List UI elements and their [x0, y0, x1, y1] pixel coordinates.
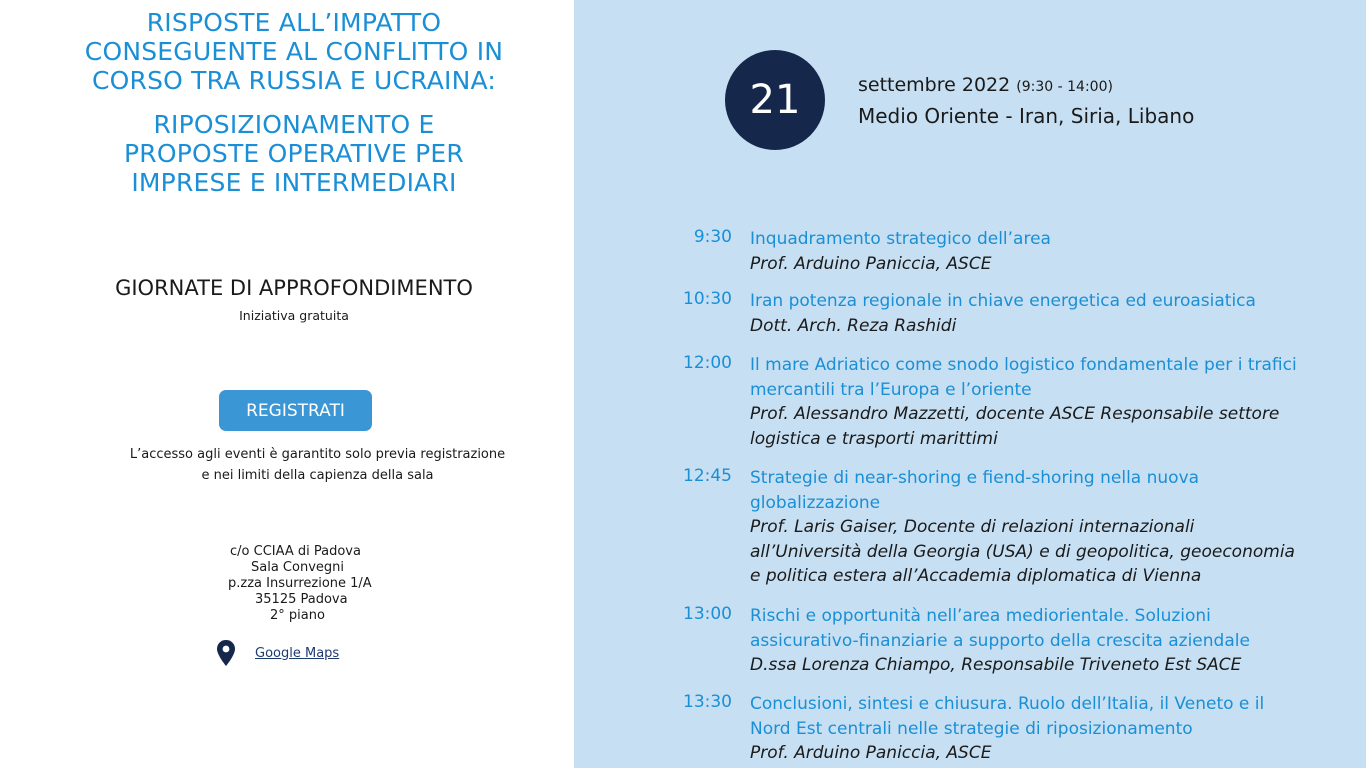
- subtitle-line: PROPOSTE OPERATIVE PER: [124, 139, 464, 168]
- google-maps-link[interactable]: Google Maps: [255, 646, 340, 661]
- agenda-time: 13:30: [683, 692, 732, 712]
- venue-address: [200, 544, 400, 624]
- note-line: L’accesso agli eventi è garantito solo previa registrazione: [129, 447, 506, 462]
- agenda-body: [750, 353, 1310, 451]
- page-subtitle: [40, 110, 548, 197]
- address-line: p.zza Insurrezione 1/A: [228, 576, 372, 591]
- page-title: [40, 8, 548, 95]
- map-pin-icon: [216, 640, 236, 666]
- agenda-body: [750, 692, 1310, 766]
- event-day-badge: 21: [725, 50, 825, 150]
- agenda-body: [750, 289, 1310, 338]
- address-line: 35125 Padova: [255, 592, 348, 607]
- agenda-body: [750, 227, 1310, 276]
- agenda-time: 9:30: [693, 227, 732, 247]
- month-year: settembre 2022: [858, 74, 1011, 96]
- title-line: RISPOSTE ALL’IMPATTO: [146, 8, 442, 37]
- agenda-speaker: D.ssa Lorenza Chiampo, Responsabile Triveneto Est SACE: [750, 655, 1242, 675]
- left-panel: [0, 0, 574, 768]
- section-heading: GIORNATE DI APPROFONDIMENTO: [115, 276, 473, 300]
- title-line: CONSEGUENTE AL CONFLITTO IN: [84, 37, 504, 66]
- agenda-title: Il mare Adriatico come snodo logistico fondamentale per i trafici mercantili tra l’Europa e l’oriente: [750, 355, 1297, 400]
- agenda-time: 12:45: [683, 466, 732, 486]
- subtitle-line: IMPRESE E INTERMEDIARI: [131, 168, 457, 197]
- time-range: (9:30 - 14:00): [1016, 79, 1113, 95]
- free-initiative-label: Iniziativa gratuita: [239, 308, 349, 323]
- agenda-speaker: Prof. Alessandro Mazzetti, docente ASCE Responsabile settore logistica e trasporti marittimi: [750, 404, 1280, 449]
- agenda-speaker: Prof. Arduino Paniccia, ASCE: [750, 743, 992, 763]
- access-note: [40, 444, 595, 486]
- agenda-title: Conclusioni, sintesi e chiusura. Ruolo dell’Italia, il Veneto e il Nord Est centrali nelle strategie di riposizionamento: [750, 694, 1265, 739]
- agenda-speaker: Prof. Arduino Paniccia, ASCE: [750, 253, 992, 274]
- note-line: e nei limiti della capienza della sala: [201, 468, 434, 483]
- agenda-speaker: Prof. Laris Gaiser, Docente di relazioni internazionali all’Università della Georgia (USA) e di geopolitica, geoeconomia e politica estera all’Accademia diplomatica di Vienna: [750, 517, 1295, 586]
- agenda-speaker: Dott. Arch. Reza Rashidi: [750, 315, 957, 336]
- agenda-body: [750, 604, 1310, 678]
- register-button[interactable]: REGISTRATI: [219, 390, 372, 431]
- agenda-title: Rischi e opportunità nell’area mediorientale. Soluzioni assicurativo-finanziarie a supporto della crescita aziendale: [750, 606, 1250, 651]
- address-line: Sala Convegni: [251, 560, 344, 575]
- agenda-time: 10:30: [683, 289, 732, 309]
- address-line: 2° piano: [270, 608, 325, 623]
- subtitle-line: RIPOSIZIONAMENTO E: [153, 110, 435, 139]
- agenda-title: Iran potenza regionale in chiave energetica ed euroasiatica: [750, 291, 1256, 311]
- event-date: [858, 74, 1113, 96]
- agenda-title: Inquadramento strategico dell’area: [750, 229, 1051, 249]
- title-line: CORSO TRA RUSSIA E UCRAINA:: [91, 66, 497, 95]
- event-region: Medio Oriente - Iran, Siria, Libano: [858, 104, 1195, 128]
- agenda-time: 12:00: [683, 353, 732, 373]
- address-line: c/o CCIAA di Padova: [230, 544, 361, 559]
- agenda-title: Strategie di near-shoring e fiend-shoring nella nuova globalizzazione: [750, 468, 1200, 513]
- agenda-time: 13:00: [683, 604, 732, 624]
- agenda-body: [750, 466, 1310, 589]
